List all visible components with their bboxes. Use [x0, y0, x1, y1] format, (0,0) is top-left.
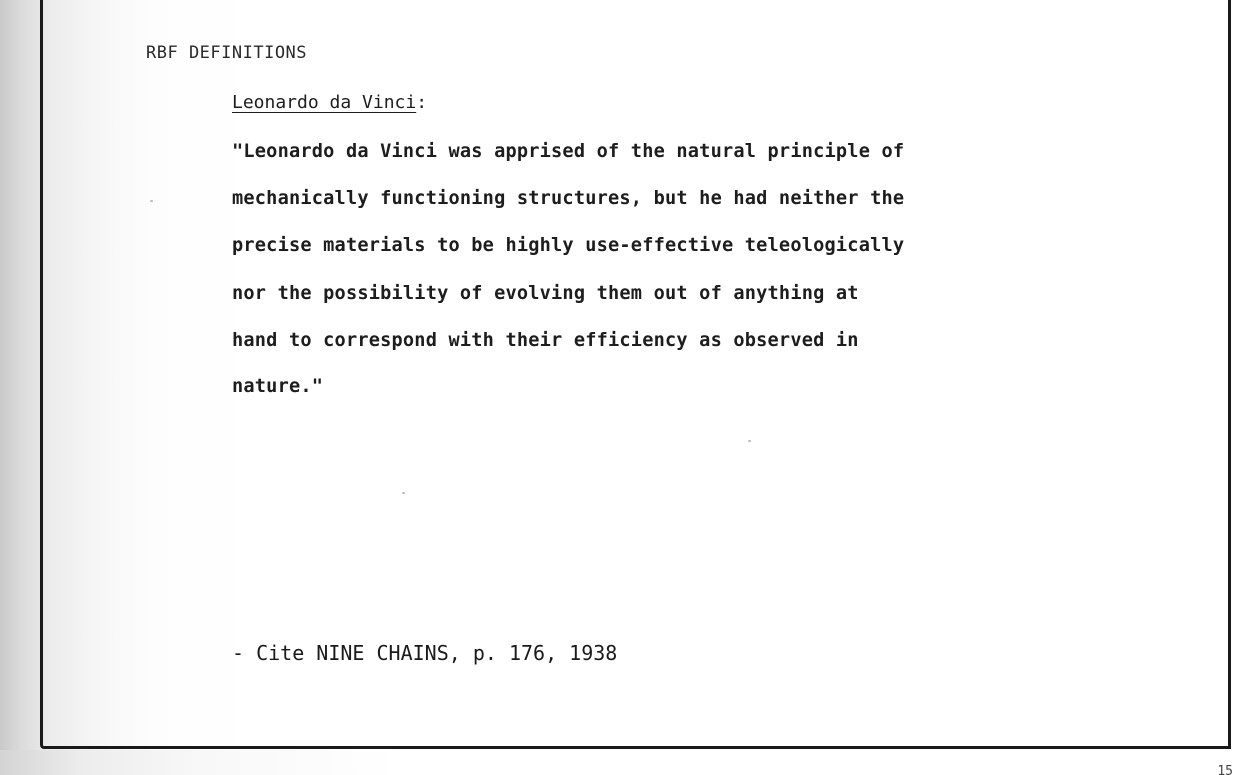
- paper-speck: [402, 492, 405, 494]
- paper-speck: [150, 200, 153, 202]
- quote-line: "Leonardo da Vinci was apprised of the natural principle of: [232, 141, 905, 162]
- quote-line: precise materials to be highly use-effective teleologically: [232, 235, 905, 256]
- entry-title-text: Leonardo da Vinci: [232, 92, 417, 113]
- index-card: [40, 0, 1231, 749]
- quote-line: nature.": [232, 376, 324, 397]
- paper-speck: [748, 440, 751, 442]
- quote-line: nor the possibility of evolving them out of anything at: [232, 283, 859, 304]
- quote-line: mechanically functioning structures, but he had neither the: [232, 188, 905, 209]
- page-number-fragment: 15: [1217, 764, 1233, 775]
- entry-title-colon: :: [416, 92, 428, 113]
- entry-title: [232, 92, 427, 113]
- citation: - Cite NINE CHAINS, p. 176, 1938: [232, 641, 618, 665]
- page-shadow: [0, 750, 1233, 775]
- card-header: RBF DEFINITIONS: [146, 43, 308, 63]
- quote-line: hand to correspond with their efficiency as observed in: [232, 330, 859, 351]
